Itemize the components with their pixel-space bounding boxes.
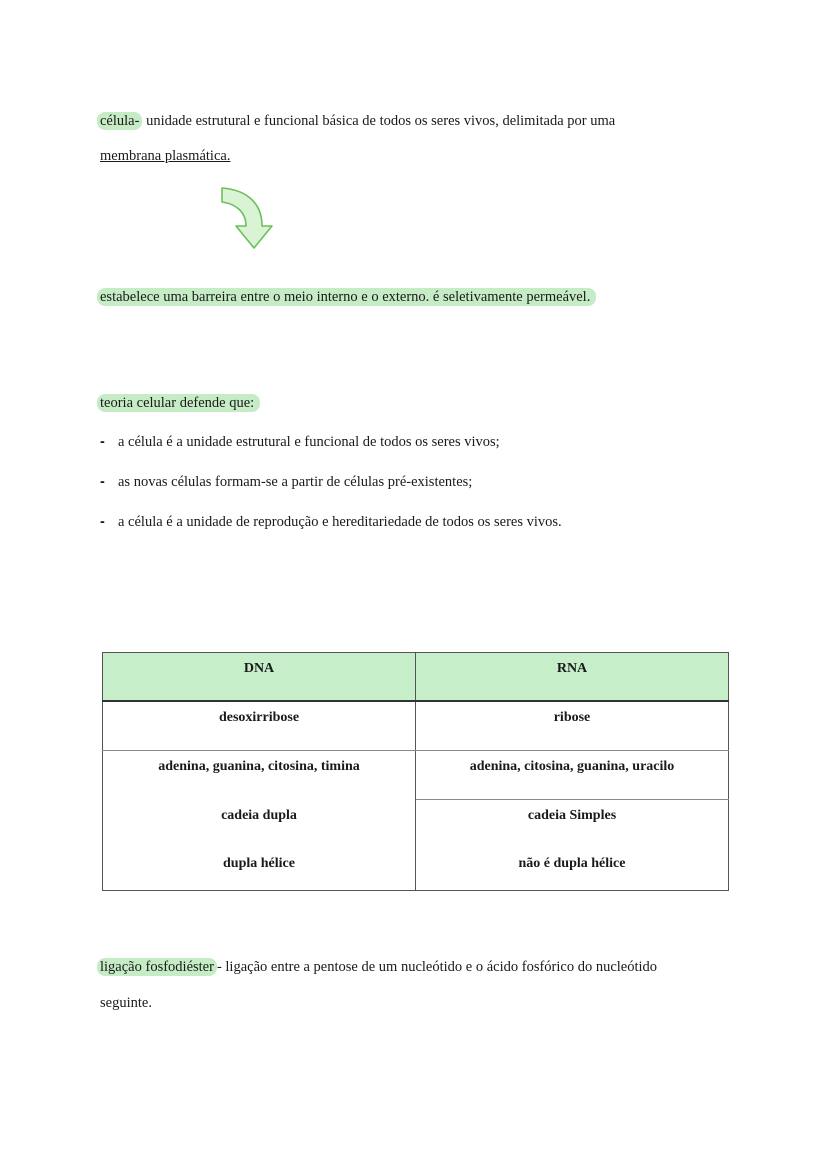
header-rna: RNA bbox=[416, 653, 729, 702]
teoria-heading-text: teoria celular defende que: bbox=[97, 394, 260, 412]
membrana-description bbox=[100, 287, 596, 307]
bullet-marker: - bbox=[100, 474, 105, 490]
celula-definition-line2 bbox=[100, 146, 230, 166]
table-cell: dupla hélice bbox=[103, 848, 416, 891]
table-cell: cadeia Simples bbox=[416, 800, 729, 849]
celula-definition-text: unidade estrutural e funcional básica de todos os seres vivos, delimitada por uma bbox=[142, 113, 616, 129]
ligacao-term: ligação fosfodiéster bbox=[97, 958, 217, 976]
table-row bbox=[103, 848, 729, 891]
table-row bbox=[103, 701, 729, 751]
table-cell: ribose bbox=[416, 701, 729, 751]
membrana-plasmatica-text: membrana plasmática. bbox=[100, 148, 231, 164]
table-cell: desoxirribose bbox=[103, 701, 416, 751]
ligacao-definition-continuation: seguinte. bbox=[100, 995, 152, 1011]
table-row bbox=[103, 800, 729, 849]
ligacao-definition-text: - ligação entre a pentose de um nucleótido e o ácido fosfórico do nucleótido bbox=[216, 959, 658, 975]
table-cell: cadeia dupla bbox=[103, 800, 416, 849]
ligacao-definition-line1 bbox=[100, 957, 657, 977]
bullet-marker: - bbox=[100, 514, 105, 530]
list-item bbox=[100, 472, 472, 492]
table-cell: adenina, citosina, guanina, uracilo bbox=[416, 751, 729, 800]
table-cell: não é dupla hélice bbox=[416, 848, 729, 891]
celula-term: célula- bbox=[97, 112, 142, 130]
bullet-text: a célula é a unidade estrutural e funcional de todos os seres vivos; bbox=[118, 434, 500, 450]
table-header-row bbox=[103, 653, 729, 702]
bullet-text: as novas células formam-se a partir de células pré-existentes; bbox=[118, 474, 473, 490]
curved-down-arrow-icon bbox=[218, 184, 276, 252]
table-row bbox=[103, 751, 729, 800]
teoria-heading bbox=[100, 393, 260, 413]
membrana-description-text: estabelece uma barreira entre o meio interno e o externo. é seletivamente permeável. bbox=[97, 288, 596, 306]
list-item bbox=[100, 432, 500, 452]
table-cell: adenina, guanina, citosina, timina bbox=[103, 751, 416, 800]
header-dna: DNA bbox=[103, 653, 416, 702]
dna-rna-comparison-table bbox=[102, 652, 729, 891]
bullet-text: a célula é a unidade de reprodução e hereditariedade de todos os seres vivos. bbox=[118, 514, 562, 530]
ligacao-definition-line2 bbox=[100, 993, 152, 1013]
list-item bbox=[100, 512, 562, 532]
bullet-marker: - bbox=[100, 434, 105, 450]
celula-definition-line1 bbox=[100, 111, 615, 131]
